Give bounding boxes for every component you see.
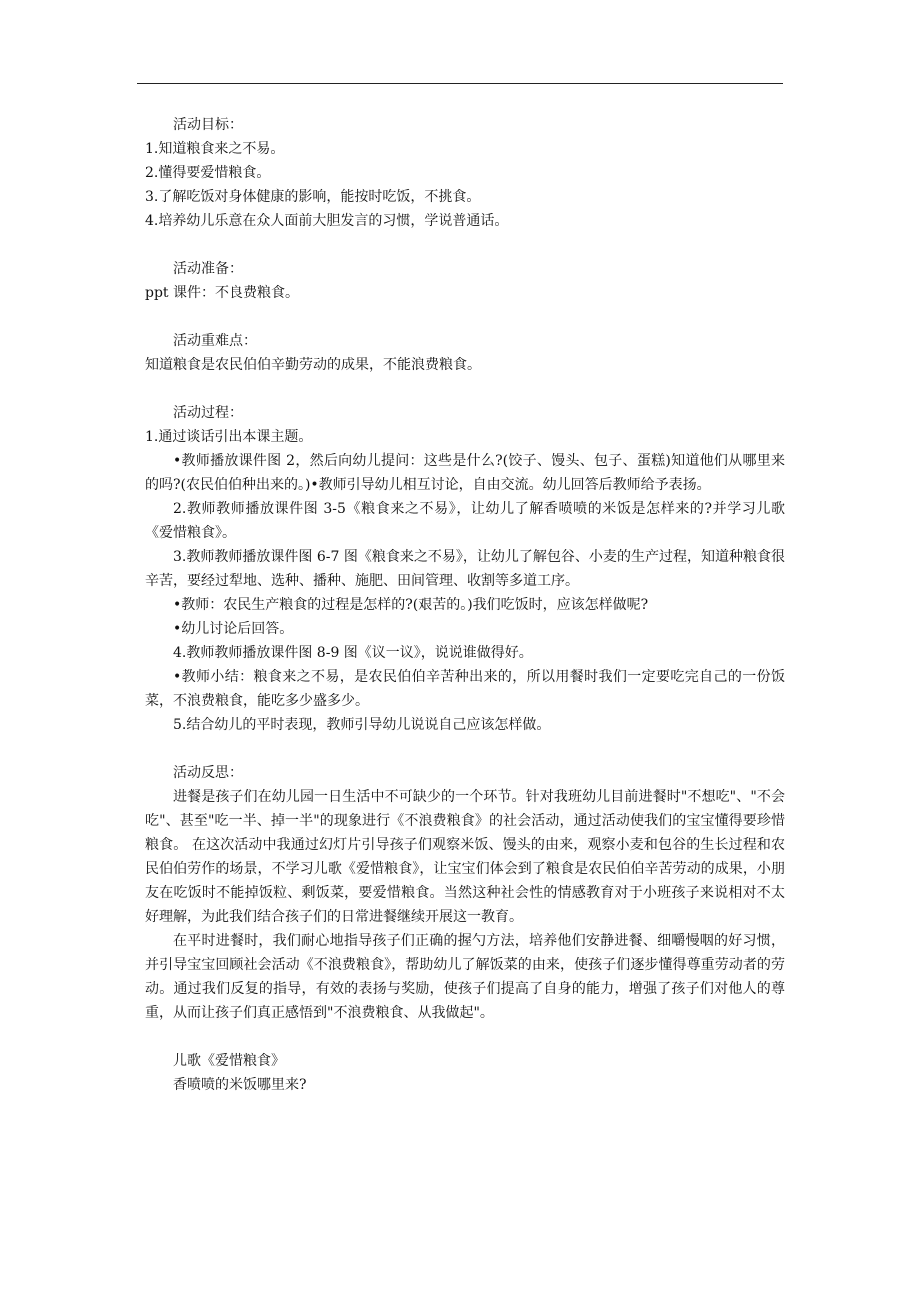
- goals-heading: 活动目标：: [173, 117, 243, 133]
- header-rule: [137, 83, 783, 84]
- poem-title: 儿歌《爱惜粮食》: [173, 1053, 285, 1069]
- prep-text: ppt 课件：不良费粮食。: [145, 285, 299, 301]
- goal-item: 4.培养幼儿乐意在众人面前大胆发言的习惯，学说普通话。: [145, 213, 509, 229]
- section-poem: [145, 1049, 785, 1097]
- section-process: [145, 401, 785, 737]
- prep-heading: 活动准备：: [173, 261, 243, 277]
- process-step: 1.通过谈话引出本课主题。: [145, 429, 313, 445]
- process-bullet: •教师小结：粮食来之不易，是农民伯伯辛苦种出来的，所以用餐时我们一定要吃完自己的一份饭菜，不浪费粮食，能吃多少盛多少。: [145, 669, 785, 709]
- process-step: 4.教师教师播放课件图 8-9 图《议一议》，说说谁做得好。: [173, 645, 533, 661]
- process-bullet: •教师播放课件图 2，然后向幼儿提问：这些是什么?(饺子、馒头、包子、蛋糕)知道他们从哪里来的吗?(农民伯伯种出来的。)•教师引导幼儿相互讨论，自由交流。幼儿回答后教师给予表扬。: [145, 453, 785, 493]
- section-preparation: [145, 257, 785, 305]
- reflection-paragraph: 在平时进餐时，我们耐心地指导孩子们正确的握勺方法，培养他们安静进餐、细嚼慢咽的好习惯，并引导宝宝回顾社会活动《不浪费粮食》，帮助幼儿了解饭菜的由来，使孩子们逐步懂得尊重劳动者的劳动。通过我们反复的指导，有效的表扬与奖励，使孩子们提高了自身的能力，增强了孩子们对他人的尊重，从而让孩子们真正感悟到"不浪费粮食、从我做起"。: [145, 933, 785, 1021]
- process-step: 3.教师教师播放课件图 6-7 图《粮食来之不易》，让幼儿了解包谷、小麦的生产过程，知道种粮食很辛苦，要经过犁地、选种、播种、施肥、田间管理、收割等多道工序。: [145, 549, 785, 589]
- process-bullet: •幼儿讨论后回答。: [173, 621, 294, 637]
- process-step: 2.教师教师播放课件图 3-5《粮食来之不易》，让幼儿了解香喷喷的米饭是怎样来的?并学习儿歌《爱惜粮食》。: [145, 501, 785, 541]
- process-heading: 活动过程：: [173, 405, 243, 421]
- keypoints-heading: 活动重难点：: [173, 333, 257, 349]
- goal-item: 3.了解吃饭对身体健康的影响，能按时吃饭，不挑食。: [145, 189, 481, 205]
- poem-line: 香喷喷的米饭哪里来?: [173, 1077, 307, 1093]
- process-bullet: •教师：农民生产粮食的过程是怎样的?(艰苦的。)我们吃饭时，应该怎样做呢?: [173, 597, 649, 613]
- section-reflection: [145, 761, 785, 1025]
- reflection-paragraph: 进餐是孩子们在幼儿园一日生活中不可缺少的一个环节。针对我班幼儿目前进餐时"不想吃"、"不会吃"、甚至"吃一半、掉一半"的现象进行《不浪费粮食》的社会活动，通过活动使我们的宝宝懂得要珍惜粮食。 在这次活动中我通过幻灯片引导孩子们观察米饭、馒头的由来，观察小麦和包谷的生长过程和农民伯伯劳作的场景，不学习儿歌《爱惜粮食》，让宝宝们体会到了粮食是农民伯伯辛苦劳动的成果，小朋友在吃饭时不能掉饭粒、剩饭菜，要爱惜粮食。当然这种社会性的情感教育对于小班孩子来说相对不太好理解，为此我们结合孩子们的日常进餐继续开展这一教育。: [145, 789, 785, 925]
- goal-item: 2.懂得要爱惜粮食。: [145, 165, 271, 181]
- goal-item: 1.知道粮食来之不易。: [145, 141, 285, 157]
- process-step: 5.结合幼儿的平时表现，教师引导幼儿说说自己应该怎样做。: [173, 717, 551, 733]
- section-goals: [145, 113, 785, 233]
- keypoints-text: 知道粮食是农民伯伯辛勤劳动的成果，不能浪费粮食。: [145, 357, 481, 373]
- reflection-heading: 活动反思：: [173, 765, 243, 781]
- section-keypoints: [145, 329, 785, 377]
- document-body: [145, 113, 785, 1121]
